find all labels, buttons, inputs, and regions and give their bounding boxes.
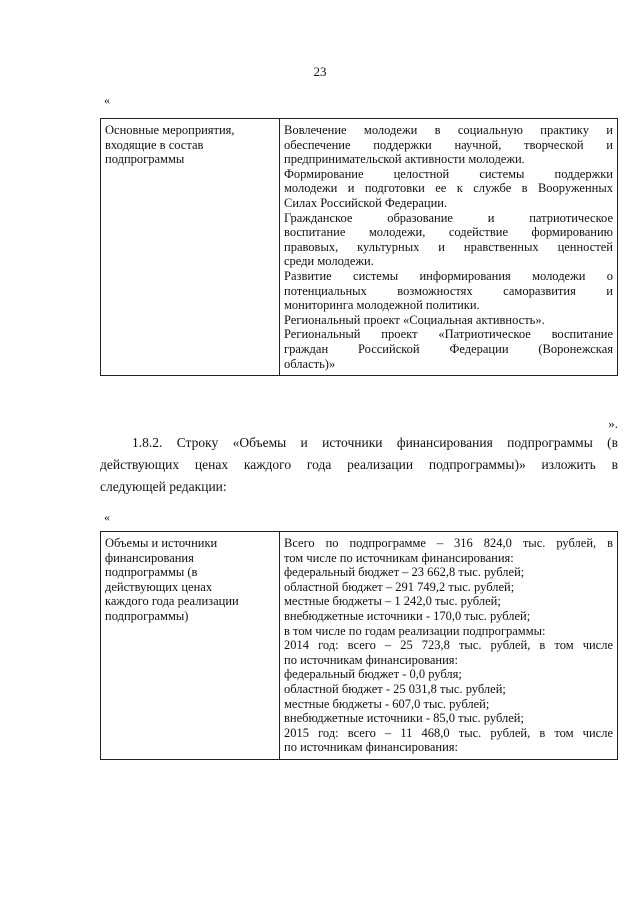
content-line: правовых, культурных и нравственных ценностей	[284, 239, 613, 254]
table-row	[101, 119, 618, 376]
amendment-paragraph	[100, 432, 618, 498]
content-line: Всего по подпрограмме – 316 824,0 тыс. рублей, в	[284, 536, 613, 550]
row-label-line: входящие в состав	[105, 137, 204, 152]
content-line: областной бюджет - 25 031,8 тыс. рублей;	[284, 681, 506, 696]
content-line: 2015 год: всего – 11 468,0 тыс. рублей, в том числе	[284, 725, 613, 740]
content-line: в том числе по годам реализации подпрограммы:	[284, 623, 546, 638]
opening-quote: «	[104, 510, 110, 524]
content-line: воспитание молодежи, содействие формированию	[284, 225, 613, 240]
row-label-line: подпрограммы	[105, 152, 185, 167]
page-number: 23	[313, 64, 327, 79]
row-content-cell	[280, 532, 618, 760]
content-line: обеспечение поддержки научной, творческой и	[284, 137, 613, 152]
content-line: предпринимательской активности молодежи.	[284, 152, 525, 167]
content-line: Силах Российской Федерации.	[284, 195, 448, 210]
table-row	[101, 532, 618, 760]
content-line: том числе по источникам финансирования:	[284, 550, 514, 565]
row-label-line: финансирования	[105, 550, 194, 565]
content-line: среди молодежи.	[284, 254, 374, 269]
content-line: федеральный бюджет - 0,0 рубля;	[284, 667, 462, 682]
content-line: по источникам финансирования:	[284, 652, 458, 667]
row-label-cell	[101, 119, 280, 376]
content-line: Формирование целостной системы поддержки	[284, 166, 613, 181]
content-line: местные бюджеты – 1 242,0 тыс. рублей;	[284, 594, 501, 609]
opening-quote: «	[104, 93, 110, 107]
content-line: Вовлечение молодежи в социальную практику и	[284, 123, 613, 137]
content-line: молодежи и подготовки ее к службе в Вооруженных	[284, 181, 613, 196]
row-label-line: Объемы и источники	[105, 536, 218, 550]
row-label-line: действующих ценах	[105, 579, 213, 594]
row-label-line: подпрограммы (в	[105, 565, 198, 580]
main-activities-table	[100, 118, 618, 376]
row-label-line: Основные мероприятия,	[105, 123, 235, 137]
content-line: 2014 год: всего – 25 723,8 тыс. рублей, в том числе	[284, 638, 613, 653]
content-line: областной бюджет – 291 749,2 тыс. рублей;	[284, 579, 515, 594]
row-label-cell	[101, 532, 280, 760]
content-line: граждан Российской Федерации (Воронежская	[284, 341, 613, 356]
paragraph-line: 1.8.2. Строку «Объемы и источники финансирования подпрограммы (в	[132, 435, 618, 450]
content-line: Развитие системы информирования молодежи о	[284, 268, 613, 283]
content-line: Региональный проект «Патриотическое воспитание	[284, 327, 613, 342]
content-line: область)»	[284, 356, 336, 371]
content-line: Гражданское образование и патриотическое	[284, 210, 613, 225]
content-line: внебюджетные источники - 170,0 тыс. рублей;	[284, 608, 531, 623]
closing-quote: ».	[608, 416, 618, 431]
paragraph-line: действующих ценах каждого года реализации подпрограммы)» изложить в	[100, 457, 618, 472]
content-line: по источникам финансирования:	[284, 740, 458, 755]
row-label-line: каждого года реализации	[105, 594, 239, 609]
content-line: Региональный проект «Социальная активность».	[284, 312, 545, 327]
row-content-cell	[280, 119, 618, 376]
content-line: внебюджетные источники - 85,0 тыс. рублей;	[284, 711, 524, 726]
row-label-line: подпрограммы)	[105, 608, 189, 623]
content-line: потенциальных возможностях саморазвития и	[284, 283, 613, 298]
content-line: местные бюджеты - 607,0 тыс. рублей;	[284, 696, 490, 711]
paragraph-line: следующей редакции:	[100, 479, 227, 494]
funding-table	[100, 531, 618, 760]
content-line: федеральный бюджет – 23 662,8 тыс. рублей;	[284, 565, 525, 580]
content-line: мониторинга молодежной политики.	[284, 298, 480, 313]
